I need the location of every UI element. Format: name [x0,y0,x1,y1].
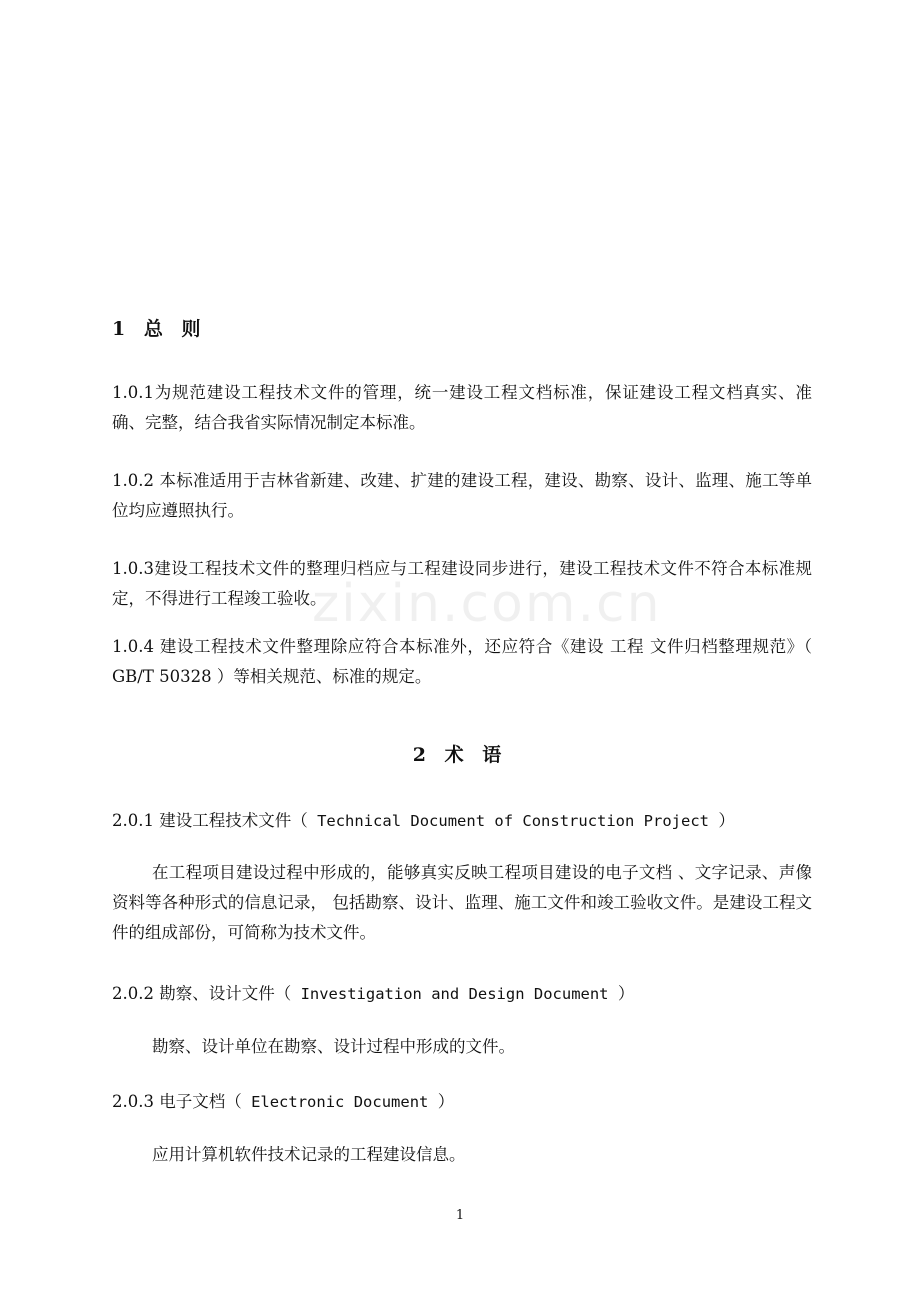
clause-1-0-1: 1.0.1为规范建设工程技术文件的管理，统一建设工程文档标准，保证建设工程文档真实、准确、完整，结合我省实际情况制定本标准。 [112,383,812,432]
term-2-0-2-close: ） [617,984,635,1003]
term-2-0-1 [112,806,812,836]
section-2-heading: 2 术 语 [412,744,508,766]
watermark-logo: zixin.com.cn [312,574,662,634]
term-2-0-3-definition: 应用计算机软件技术记录的工程建设信息。 [152,1145,466,1164]
clause-1-0-4: 1.0.4 建设工程技术文件整理除应符合本标准外，还应符合《建设 工程 文件归档整理规范》（ GB/T 50328 ）等相关规范、标准的规定。 [112,637,812,686]
term-2-0-1-number: 2.0.1 建设工程技术文件（ [112,811,308,830]
term-2-0-2-number: 2.0.2 勘察、设计文件（ [112,984,292,1003]
section-1-heading: 1 总 则 [112,318,207,340]
term-2-0-3-number: 2.0.3 电子文档（ [112,1092,242,1111]
term-2-0-1-close: ） [718,811,735,830]
term-2-0-3-english: Electronic Document [241,1093,438,1111]
term-2-0-1-definition: 在工程项目建设过程中形成的，能够真实反映工程项目建设的电子文档 、文字记录、声像资料等各种形式的信息记录， 包括勘察、设计、监理、施工文件和竣工验收文件。是建设工程文件的组成部份，可简称为技术文件。 [112,863,812,942]
clause-1-0-3: 1.0.3建设工程技术文件的整理归档应与工程建设同步进行，建设工程技术文件不符合本标准规定，不得进行工程竣工验收。 [112,559,812,608]
page-number: 1 [455,1208,465,1223]
term-2-0-3-close: ） [437,1092,455,1111]
term-2-0-2-definition: 勘察、设计单位在勘察、设计过程中形成的文件。 [152,1037,515,1056]
term-2-0-1-english: Technical Document of Construction Project [307,812,719,830]
term-2-0-2 [112,979,812,1009]
term-2-0-2-english: Investigation and Design Document [291,985,618,1003]
clause-1-0-2: 1.0.2 本标准适用于吉林省新建、改建、扩建的建设工程，建设、勘察、设计、监理、施工等单位均应遵照执行。 [112,471,812,520]
term-2-0-3 [112,1087,812,1117]
